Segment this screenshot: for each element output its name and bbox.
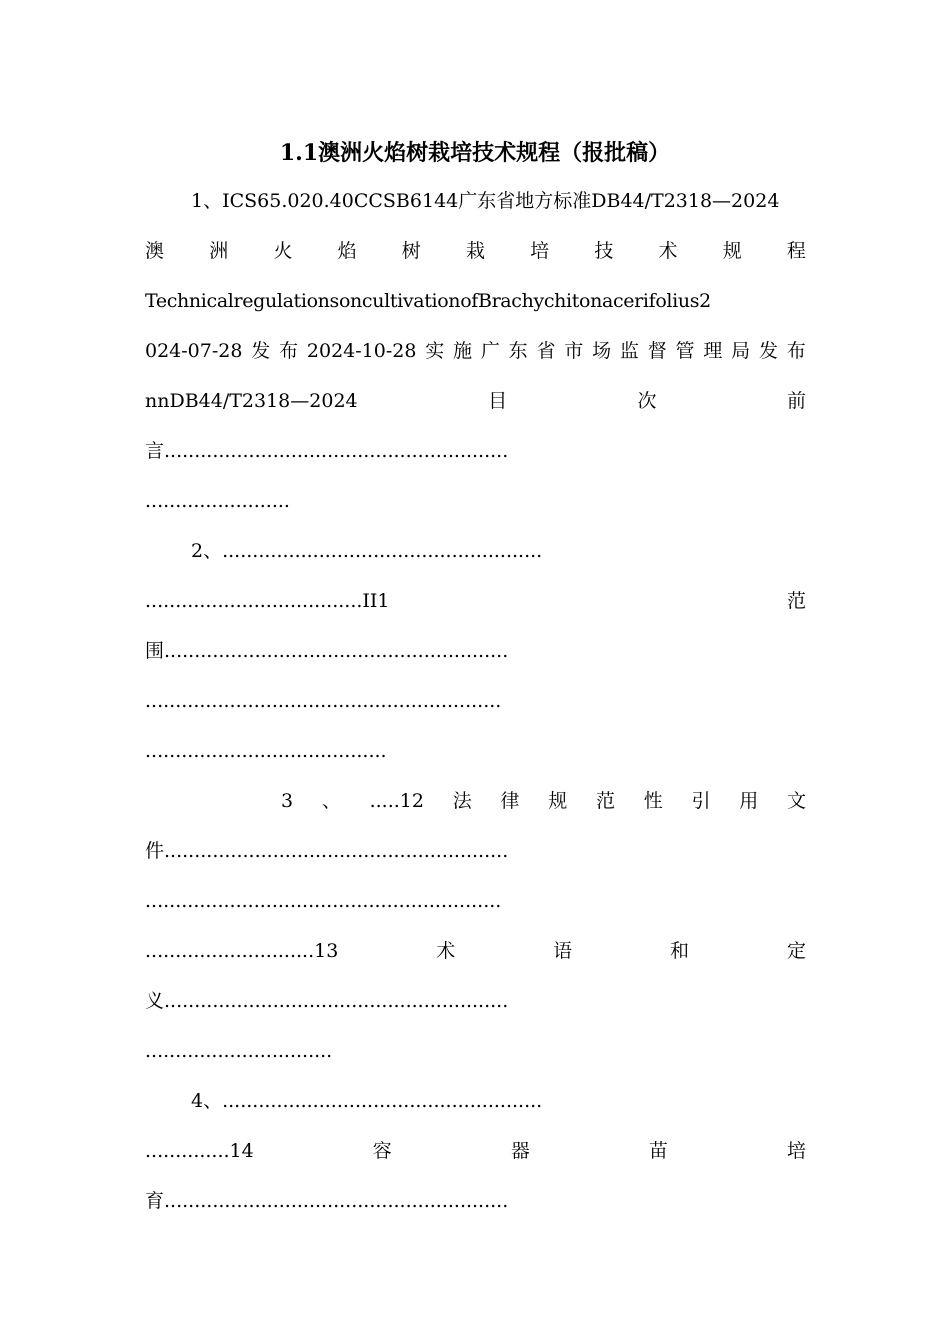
line-text: 和 xyxy=(670,940,690,962)
document-line xyxy=(145,934,806,968)
document-line xyxy=(145,834,806,868)
line-text: 前 xyxy=(786,390,806,412)
line-text: 培 xyxy=(530,240,550,262)
line-text: ....................................II1 xyxy=(145,590,390,612)
document-line xyxy=(145,334,806,368)
line-text: 围......................................................... xyxy=(145,640,509,662)
document-line xyxy=(145,534,852,568)
document-line xyxy=(145,734,806,768)
line-text: 布 xyxy=(279,340,299,362)
line-text: ............................13 xyxy=(145,940,339,962)
line-text: 术 xyxy=(658,240,678,262)
line-text: 施 xyxy=(453,340,473,362)
document-line xyxy=(145,784,806,818)
document-line xyxy=(145,634,806,668)
line-text: 1、ICS65.020.40CCSB6144广东省地方标准DB44/T2318—2024 xyxy=(191,190,780,212)
line-text: ..............14 xyxy=(145,1140,254,1162)
line-text: 024-07-28 xyxy=(145,340,243,362)
line-text: 法 xyxy=(452,790,472,812)
line-text: 督 xyxy=(647,340,667,362)
line-text: 2024-10-28 xyxy=(306,340,417,362)
document-line xyxy=(145,884,806,918)
document-title: 1.1澳洲火焰树栽培技术规程（报批稿） xyxy=(279,140,671,166)
line-text: 场 xyxy=(592,340,612,362)
document-line xyxy=(145,984,806,1018)
line-text: ........................................................... xyxy=(145,690,502,712)
line-text: 理 xyxy=(703,340,723,362)
line-text: 技 xyxy=(594,240,614,262)
document-line xyxy=(145,384,806,418)
line-text: ........................................................... xyxy=(145,890,502,912)
line-text: 澳 xyxy=(145,240,165,262)
line-text: 程 xyxy=(786,240,806,262)
line-text: 次 xyxy=(637,390,657,412)
line-text: 范 xyxy=(595,790,615,812)
line-text: 实 xyxy=(425,340,445,362)
document-line xyxy=(145,1034,806,1068)
line-text: 义......................................................... xyxy=(145,990,509,1012)
line-text: 规 xyxy=(548,790,568,812)
line-text: 性 xyxy=(643,790,663,812)
line-text: ........................ xyxy=(145,490,290,512)
line-text: 火 xyxy=(273,240,293,262)
line-text: ........................................ xyxy=(145,740,387,762)
line-text: 栽 xyxy=(465,240,485,262)
line-text: 定 xyxy=(786,940,806,962)
line-text: 监 xyxy=(619,340,639,362)
line-text: 东 xyxy=(508,340,528,362)
line-text: 管 xyxy=(675,340,695,362)
document-line xyxy=(145,1134,806,1168)
line-text: 市 xyxy=(564,340,584,362)
line-text: .....12 xyxy=(369,790,424,812)
line-text: 广 xyxy=(480,340,500,362)
line-text: 发 xyxy=(758,340,778,362)
document-line xyxy=(145,584,806,618)
document-line xyxy=(145,1084,852,1118)
document-line xyxy=(145,184,852,218)
document-line xyxy=(145,234,806,268)
document-line xyxy=(145,1184,806,1218)
line-text: 焰 xyxy=(337,240,357,262)
line-text: 引 xyxy=(691,790,711,812)
line-text: 3 xyxy=(281,790,294,812)
line-text: 4、..................................................... xyxy=(191,1090,543,1112)
document-line xyxy=(145,484,806,518)
line-text: 范 xyxy=(786,590,806,612)
document-line xyxy=(145,684,806,718)
line-text: 树 xyxy=(401,240,421,262)
line-text: 2、..................................................... xyxy=(191,540,543,562)
line-text: 规 xyxy=(722,240,742,262)
line-text: 件......................................................... xyxy=(145,840,509,862)
document-line xyxy=(145,434,806,468)
line-text: 言......................................................... xyxy=(145,440,509,462)
line-text: 语 xyxy=(553,940,573,962)
line-text: 局 xyxy=(731,340,751,362)
line-text: 术 xyxy=(436,940,456,962)
line-text: 用 xyxy=(739,790,759,812)
line-text: 容 xyxy=(372,1140,392,1162)
line-text: 目 xyxy=(488,390,508,412)
line-text: 发 xyxy=(251,340,271,362)
line-text: 文 xyxy=(786,790,806,812)
line-text: 育......................................................... xyxy=(145,1190,509,1212)
line-text: 器 xyxy=(510,1140,530,1162)
document-line xyxy=(145,284,806,318)
line-text: 苗 xyxy=(648,1140,668,1162)
line-text: 律 xyxy=(500,790,520,812)
line-text: 洲 xyxy=(209,240,229,262)
line-text: Technicalregulationsoncultivationof​Brachychitonacerifolius2 xyxy=(145,290,711,312)
line-text: nnDB44/T2318—2024 xyxy=(145,390,358,412)
line-text: 省 xyxy=(536,340,556,362)
line-text: 培 xyxy=(786,1140,806,1162)
line-text: 布 xyxy=(786,340,806,362)
line-text: 、 xyxy=(321,790,341,812)
line-text: ............................... xyxy=(145,1040,333,1062)
